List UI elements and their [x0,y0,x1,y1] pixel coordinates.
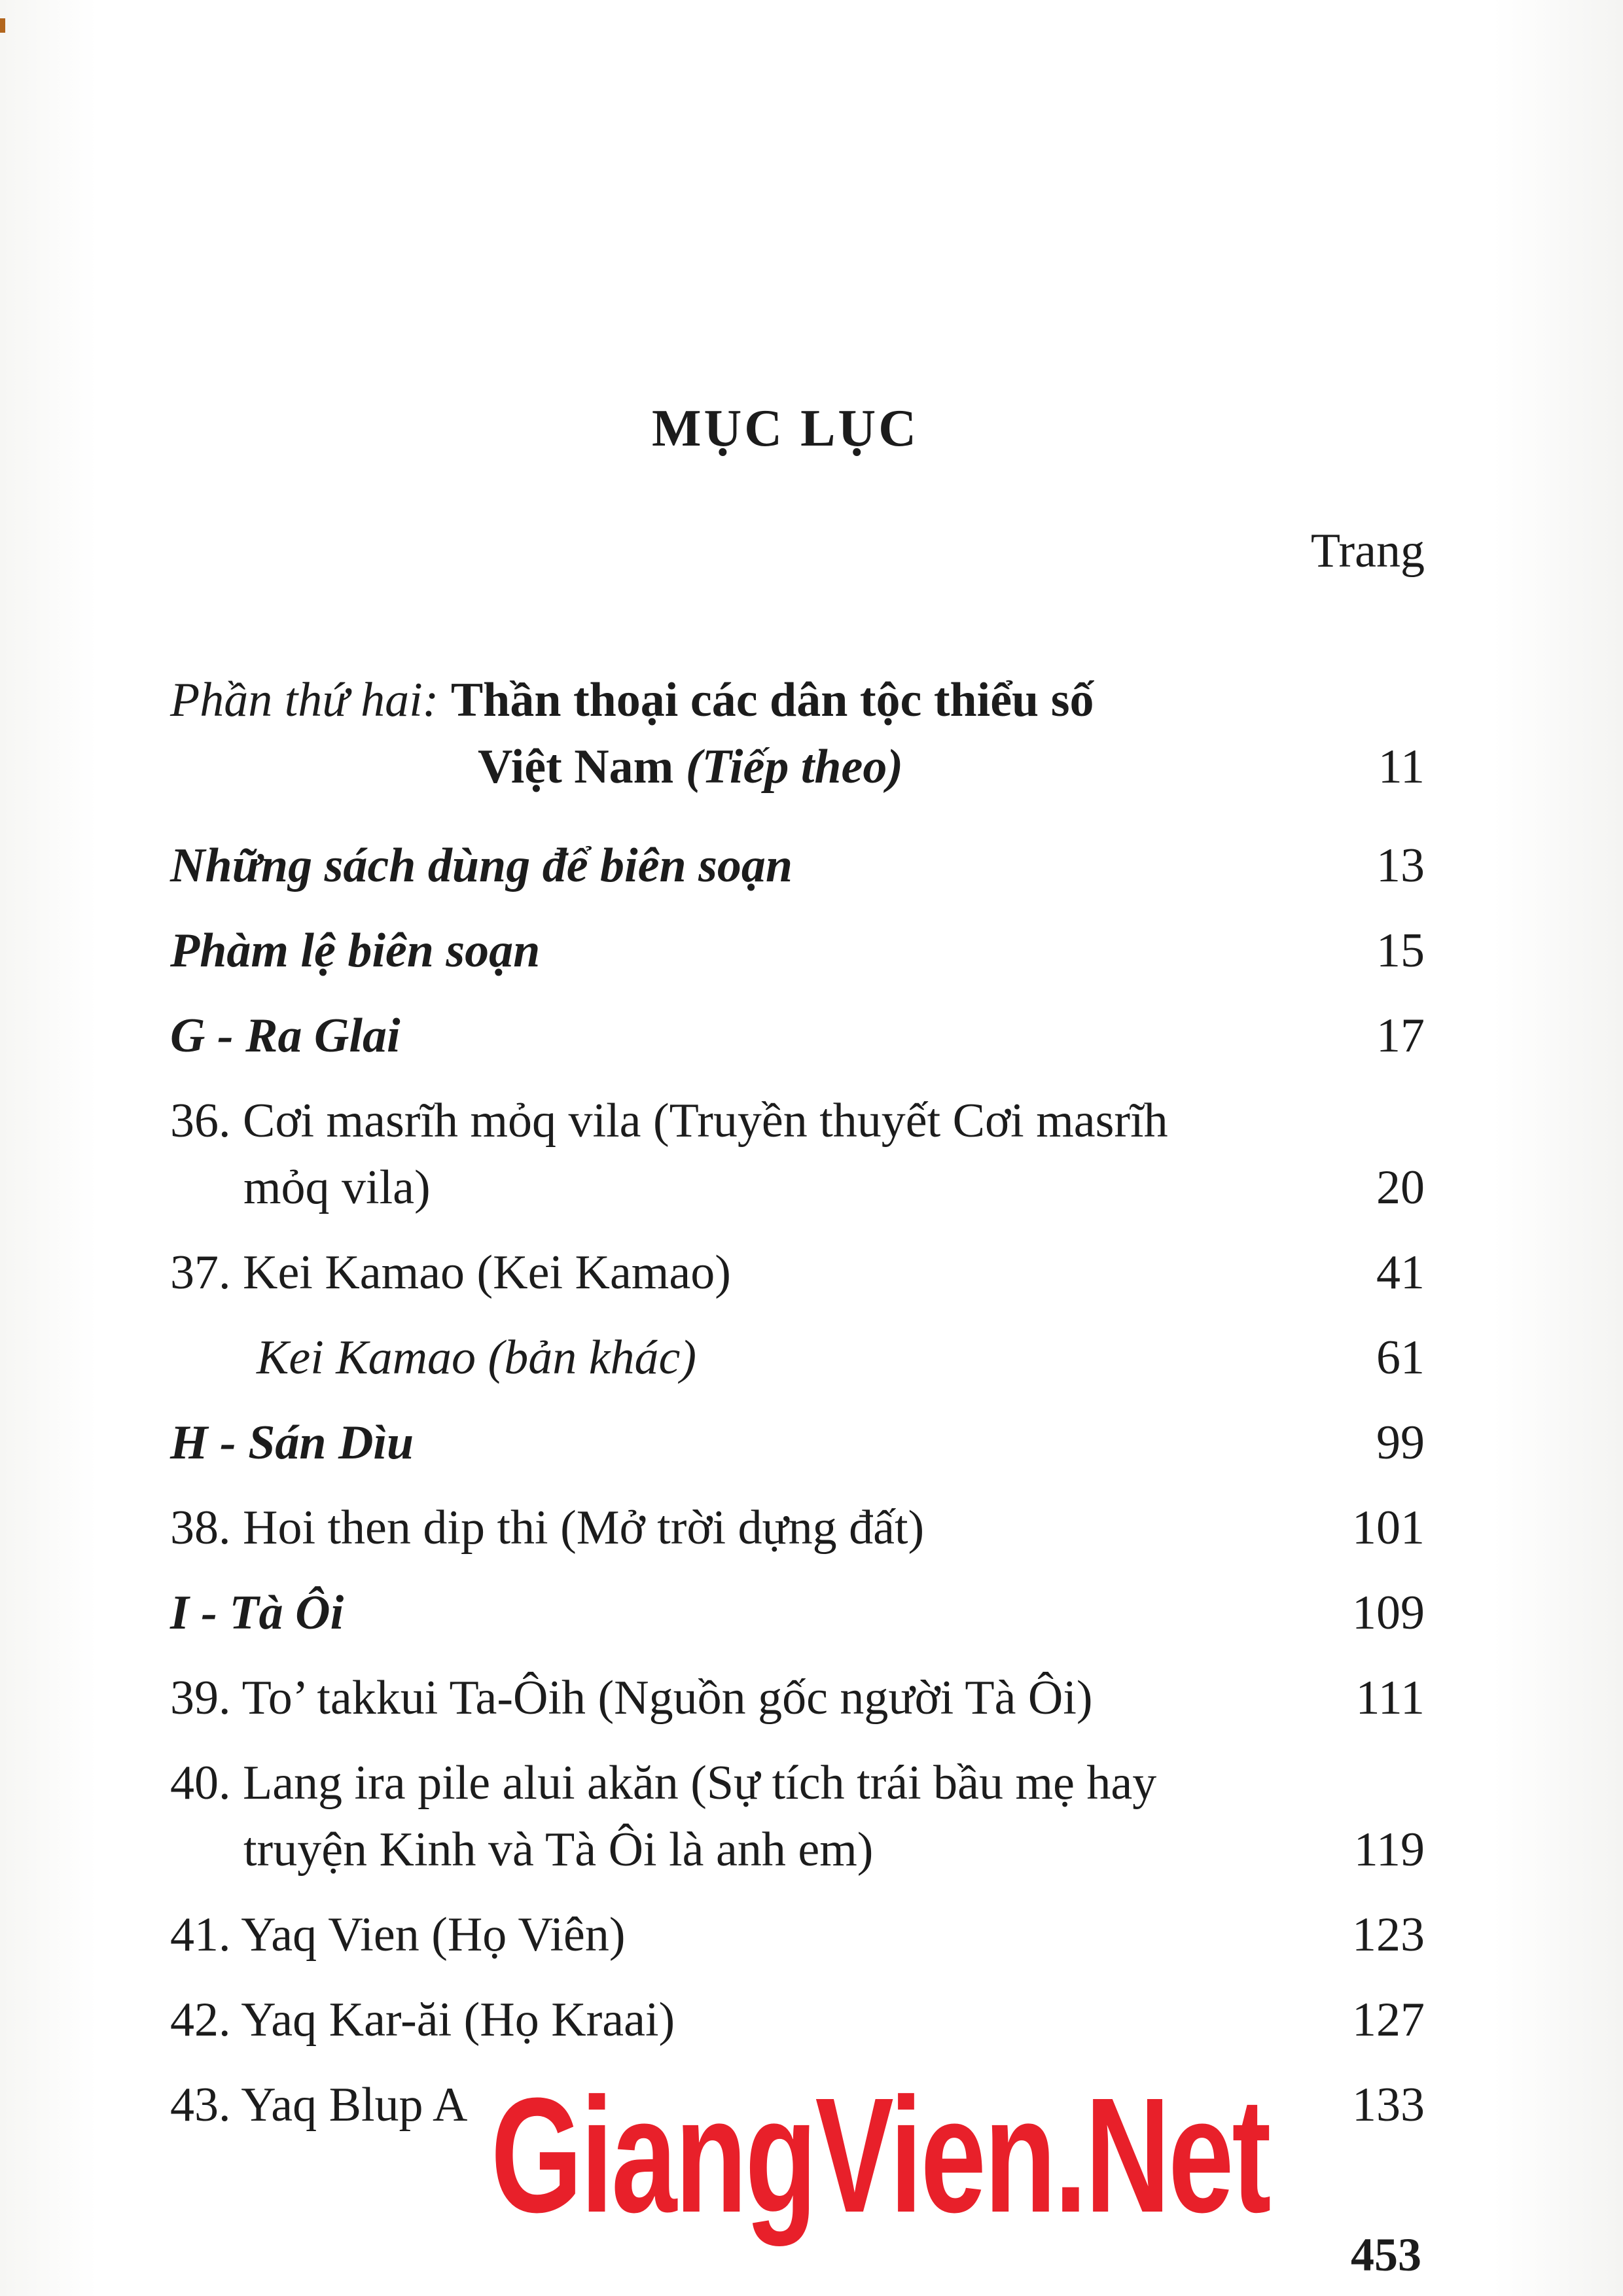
toc-entry-text: 40. Lang ira pile alui akăn (Sự tích trái bầu mẹ hay [170,1756,1157,1810]
toc-entry-text: 41. Yaq Vien (Họ Viên) [170,1908,626,1962]
toc-page-number: 133 [1352,2078,1425,2132]
toc-page-number: 127 [1352,1993,1425,2047]
toc-page-number: 41 [1376,1246,1425,1299]
toc-entry-text: 42. Yaq Kar-ăi (Họ Kraai) [170,1993,675,2047]
part-title-line2: Việt Nam [478,740,674,794]
toc-page-number: 11 [1378,740,1425,794]
watermark-logo: GiangVien.Net [491,2064,1270,2246]
toc-section-text: G - Ra Glai [170,1009,401,1063]
toc-entry-text: 36. Cơi masrĩh mỏq vila (Truyền thuyết Cơi masrĩh [170,1094,1168,1148]
part-title-suffix: (Tiếp theo) [685,740,904,794]
toc-page-number: 15 [1376,924,1425,978]
toc-page-number: 99 [1376,1416,1425,1470]
toc-entry-text: 43. Yaq Blup A [170,2078,468,2132]
toc-entry-text: Kei Kamao (bản khác) [257,1331,697,1385]
toc-entry-text: 37. Kei Kamao (Kei Kamao) [170,1246,731,1299]
toc-page-number: 123 [1352,1908,1425,1962]
page-column-header: Trang [1310,524,1425,578]
toc-page-number: 101 [1352,1501,1425,1555]
toc-page-number: 17 [1376,1009,1425,1063]
toc-section-text: H - Sán Dìu [170,1416,414,1470]
toc-part-line1 [170,667,1094,733]
page-number: 453 [1351,2229,1421,2281]
toc-entry-text-cont: truyện Kinh và Tà Ôi là anh em) [243,1823,874,1877]
page-title: MỤC LỤC [652,400,919,457]
scan-corner-mark [0,18,5,33]
toc-entry-text: 39. To’ takkui Ta-Ôih (Nguồn gốc người Tà Ôi) [170,1671,1093,1725]
toc-entry-text: Phàm lệ biên soạn [170,924,541,978]
toc-entry-text-cont: mỏq vila) [243,1161,431,1214]
toc-page-number: 20 [1376,1161,1425,1214]
toc-page-number: 61 [1376,1331,1425,1385]
part-title-line1: Thần thoại các dân tộc thiểu số [450,673,1094,727]
toc-part-line2 [478,734,903,800]
toc-page-number: 111 [1355,1671,1425,1725]
toc-entry-text: Những sách dùng để biên soạn [170,839,793,892]
toc-section-text: I - Tà Ôi [170,1586,344,1640]
toc-page-number: 119 [1353,1823,1425,1877]
part-label: Phần thứ hai: [170,673,439,727]
toc-page-number: 13 [1376,839,1425,892]
toc-entry-text: 38. Hoi then dip thi (Mở trời dựng đất) [170,1501,925,1555]
toc-page-number: 109 [1352,1586,1425,1640]
